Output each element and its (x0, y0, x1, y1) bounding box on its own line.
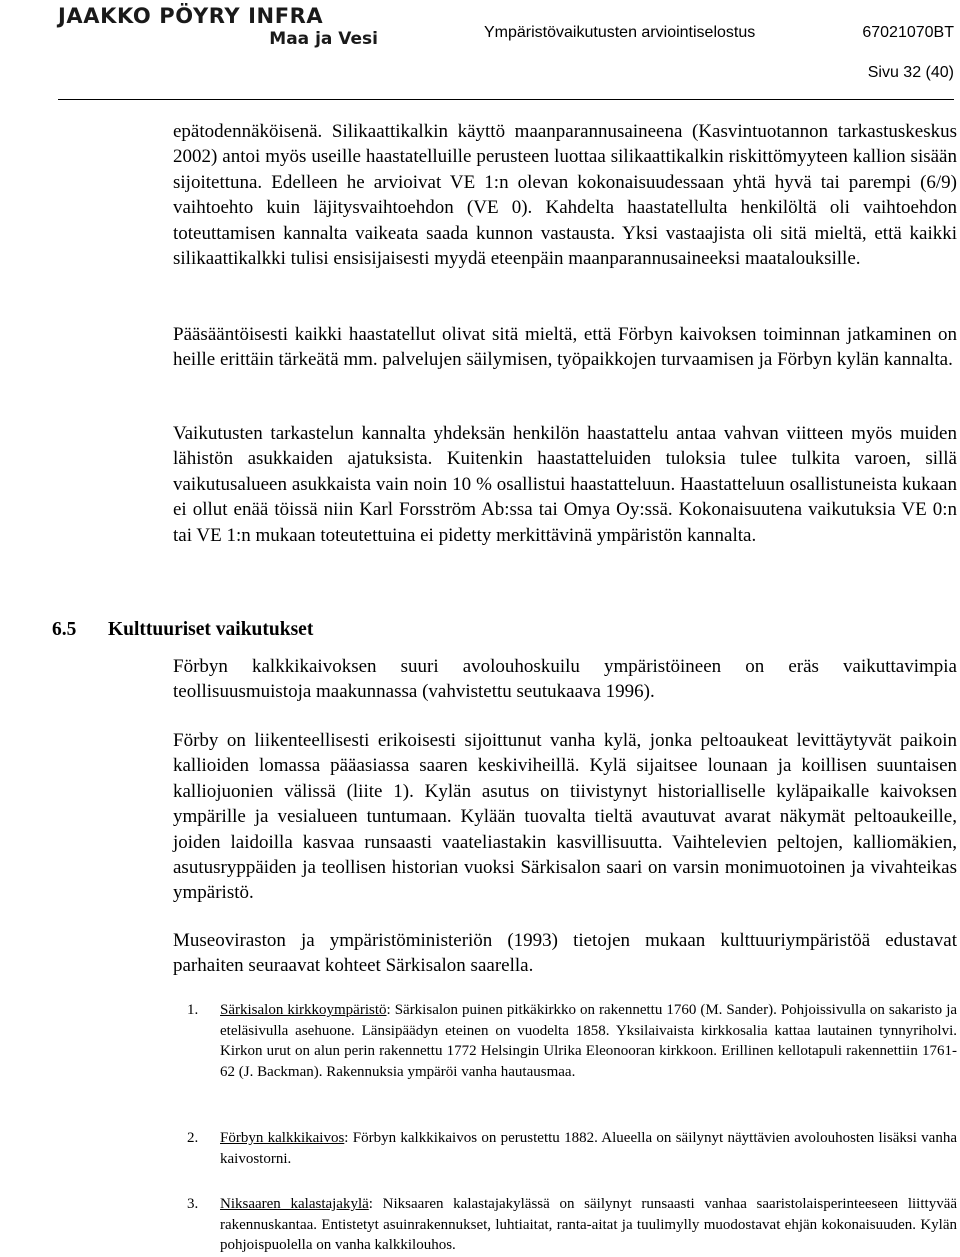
paragraph (173, 322, 957, 373)
list-item (187, 1128, 957, 1169)
document-code: 67021070BT (862, 24, 954, 41)
paragraph (173, 421, 957, 548)
header-divider (58, 99, 954, 100)
paragraph (173, 119, 957, 271)
list-item-name: Särkisalon kirkkoympäristö (220, 1002, 387, 1018)
list-item-number: 3. (187, 1196, 199, 1212)
paragraph-text: epätodennäköisenä. Silikaattikalkin käyttö maanparannusaineena (Kasvintuotannon tarkastuskeskus 2002) antoi myös useille haastatelluille perusteen luottaa silikaattikalkin riskittömyyteen kallion sisään sijoitettuna. Edelleen he arvioivat VE 1:n olevan kokonaisuudessaan yhtä hyvä tai parempi (6/9) vaihtoehto kuin läjitysvaihtoehdon (VE 0). Kahdelta haastatellulta henkilöltä oli vaihtoehdon toteuttamisen kannalta vaikeata saada kunnon vastausta. Yksi vastaajista oli sitä mieltä, että kaikki silikaattikalkki tulisi ensisijaisesti myydä eteenpäin maanparannusaineeksi maatalouksille. (173, 121, 957, 270)
paragraph-text: Vaikutusten tarkastelun kannalta yhdeksän henkilön haastattelu antaa vahvan viitteen myös muiden lähistön asukkaiden ajatuksista. Kuitenkin haastatteluiden tuloksia tulee tulkita varoen, sillä vaikutusalueen asukkaista vain noin 10 % osallistui haastatteluun. Haastatteluun osallistuneista kukaan ei ollut enää töissä niin Karl Forsström Ab:ssa tai Omya Oy:ssä. Kokonaisuutena vaikutuksia VE 0:n tai VE 1:n mukaan toteutettuina ei pidetty merkittävinä ympäristön kannalta. (173, 423, 957, 546)
list-item-text: Förbyn kalkkikaivos on perustettu 1882. Alueella on säilynyt näyttävien avolouhosten lisäksi vanha kaivostorni. (220, 1130, 957, 1167)
paragraph-text: Museoviraston ja ympäristöministeriön (1993) tietojen mukaan kulttuuriympäristöä edustavat parhaiten seuraavat kohteet Särkisalon saarella. (173, 930, 957, 977)
document-title: Ympäristövaikutusten arviointiselostus (484, 24, 756, 41)
paragraph-text: Pääsääntöisesti kaikki haastatellut olivat sitä mieltä, että Förbyn kaivoksen toiminnan jatkaminen on heille erittäin tärkeätä mm. palvelujen säilymisen, työpaikkojen turvaamisen ja Förbyn kylän kannalta. (173, 324, 957, 371)
section-number: 6.5 (52, 619, 77, 640)
page-header (0, 0, 960, 100)
page-number: Sivu 32 (40) (867, 64, 954, 81)
paragraph (173, 928, 957, 979)
logo-company-name: JAAKKO PÖYRY INFRA (58, 4, 324, 28)
list-item-text: Särkisalon puinen pitkäkirkko on rakennettu 1760 (M. Sander). Pohjoissivulla on sakaristo ja eteläsivulla asehuone. Länsipäädyn eteinen on vuodelta 1858. Yksilaivaista kirkkosalia kattaa lautainen tynnyriholvi. Kirkon urut on alun perin rakennettu 1772 Helsingin Ulrika Eleonooran kirkkoon. Erillinen kellotapuli rakennettiin 1761-62 (J. Backman). Rakennuksia ympäröi vanha hautausmaa. (220, 1002, 958, 1080)
list-item-separator: : (386, 1002, 395, 1018)
list-item (187, 1194, 957, 1256)
list-item-separator: : (368, 1196, 383, 1212)
list-item-number: 2. (187, 1130, 199, 1146)
list-item-name: Förbyn kalkkikaivos (220, 1130, 345, 1146)
paragraph (173, 654, 957, 705)
list-item-name: Niksaaren kalastajakylä (220, 1196, 369, 1212)
list-item (187, 1000, 957, 1082)
company-logo (58, 4, 380, 54)
list-item-number: 1. (187, 1002, 199, 1018)
list-item-separator: : (344, 1130, 353, 1146)
section-title: Kulttuuriset vaikutukset (108, 619, 314, 640)
paragraph (173, 728, 957, 906)
list-item-text: Niksaaren kalastajakylässä on säilynyt runsaasti vanhaa saaristolaisperinteeseen liittyvää rakennuskantaa. Entistetyt asuinrakennukset, luhtiaitat, ranta-aitat ja tuulimylly muodostavat ehjän kokonaisuuden. Kylän pohjoispuolella on vanha kalkkilouhos. (220, 1196, 958, 1254)
paragraph-text: Förbyn kalkkikaivoksen suuri avolouhoskuilu ympäristöineen on eräs vaikuttavimpia teollisuusmuistoja maakunnassa (vahvistettu seutukaava 1996). (173, 656, 957, 703)
paragraph-text: Förby on liikenteellisesti erikoisesti sijoittunut vanha kylä, jonka peltoaukeat levittäytyvät paikoin kallioiden lomassa pääasiassa saaren keskiviheillä. Kylä sijaitsee lounaan ja koillisen suuntaisen kalliojuonien välissä (liite 1). Kylän asutus on tiivistynyt historialliselle kyläpaikalle kaivoksen ympärille ja vesialueen tuntumaan. Kylään tuovalta tieltä avautuvat avarat näkymät peltoaukeille, joiden laidoilla kasvaa runsaasti vaateliastakin kasvillisuutta. Vaihtelevien peltojen, kalliomäkien, asutusryppäiden ja teollisen historian vuoksi Särkisalon saari on varsin monimuotoinen ja vivahteikas ympäristö. (173, 730, 957, 904)
logo-division-name: Maa ja Vesi (269, 29, 378, 49)
